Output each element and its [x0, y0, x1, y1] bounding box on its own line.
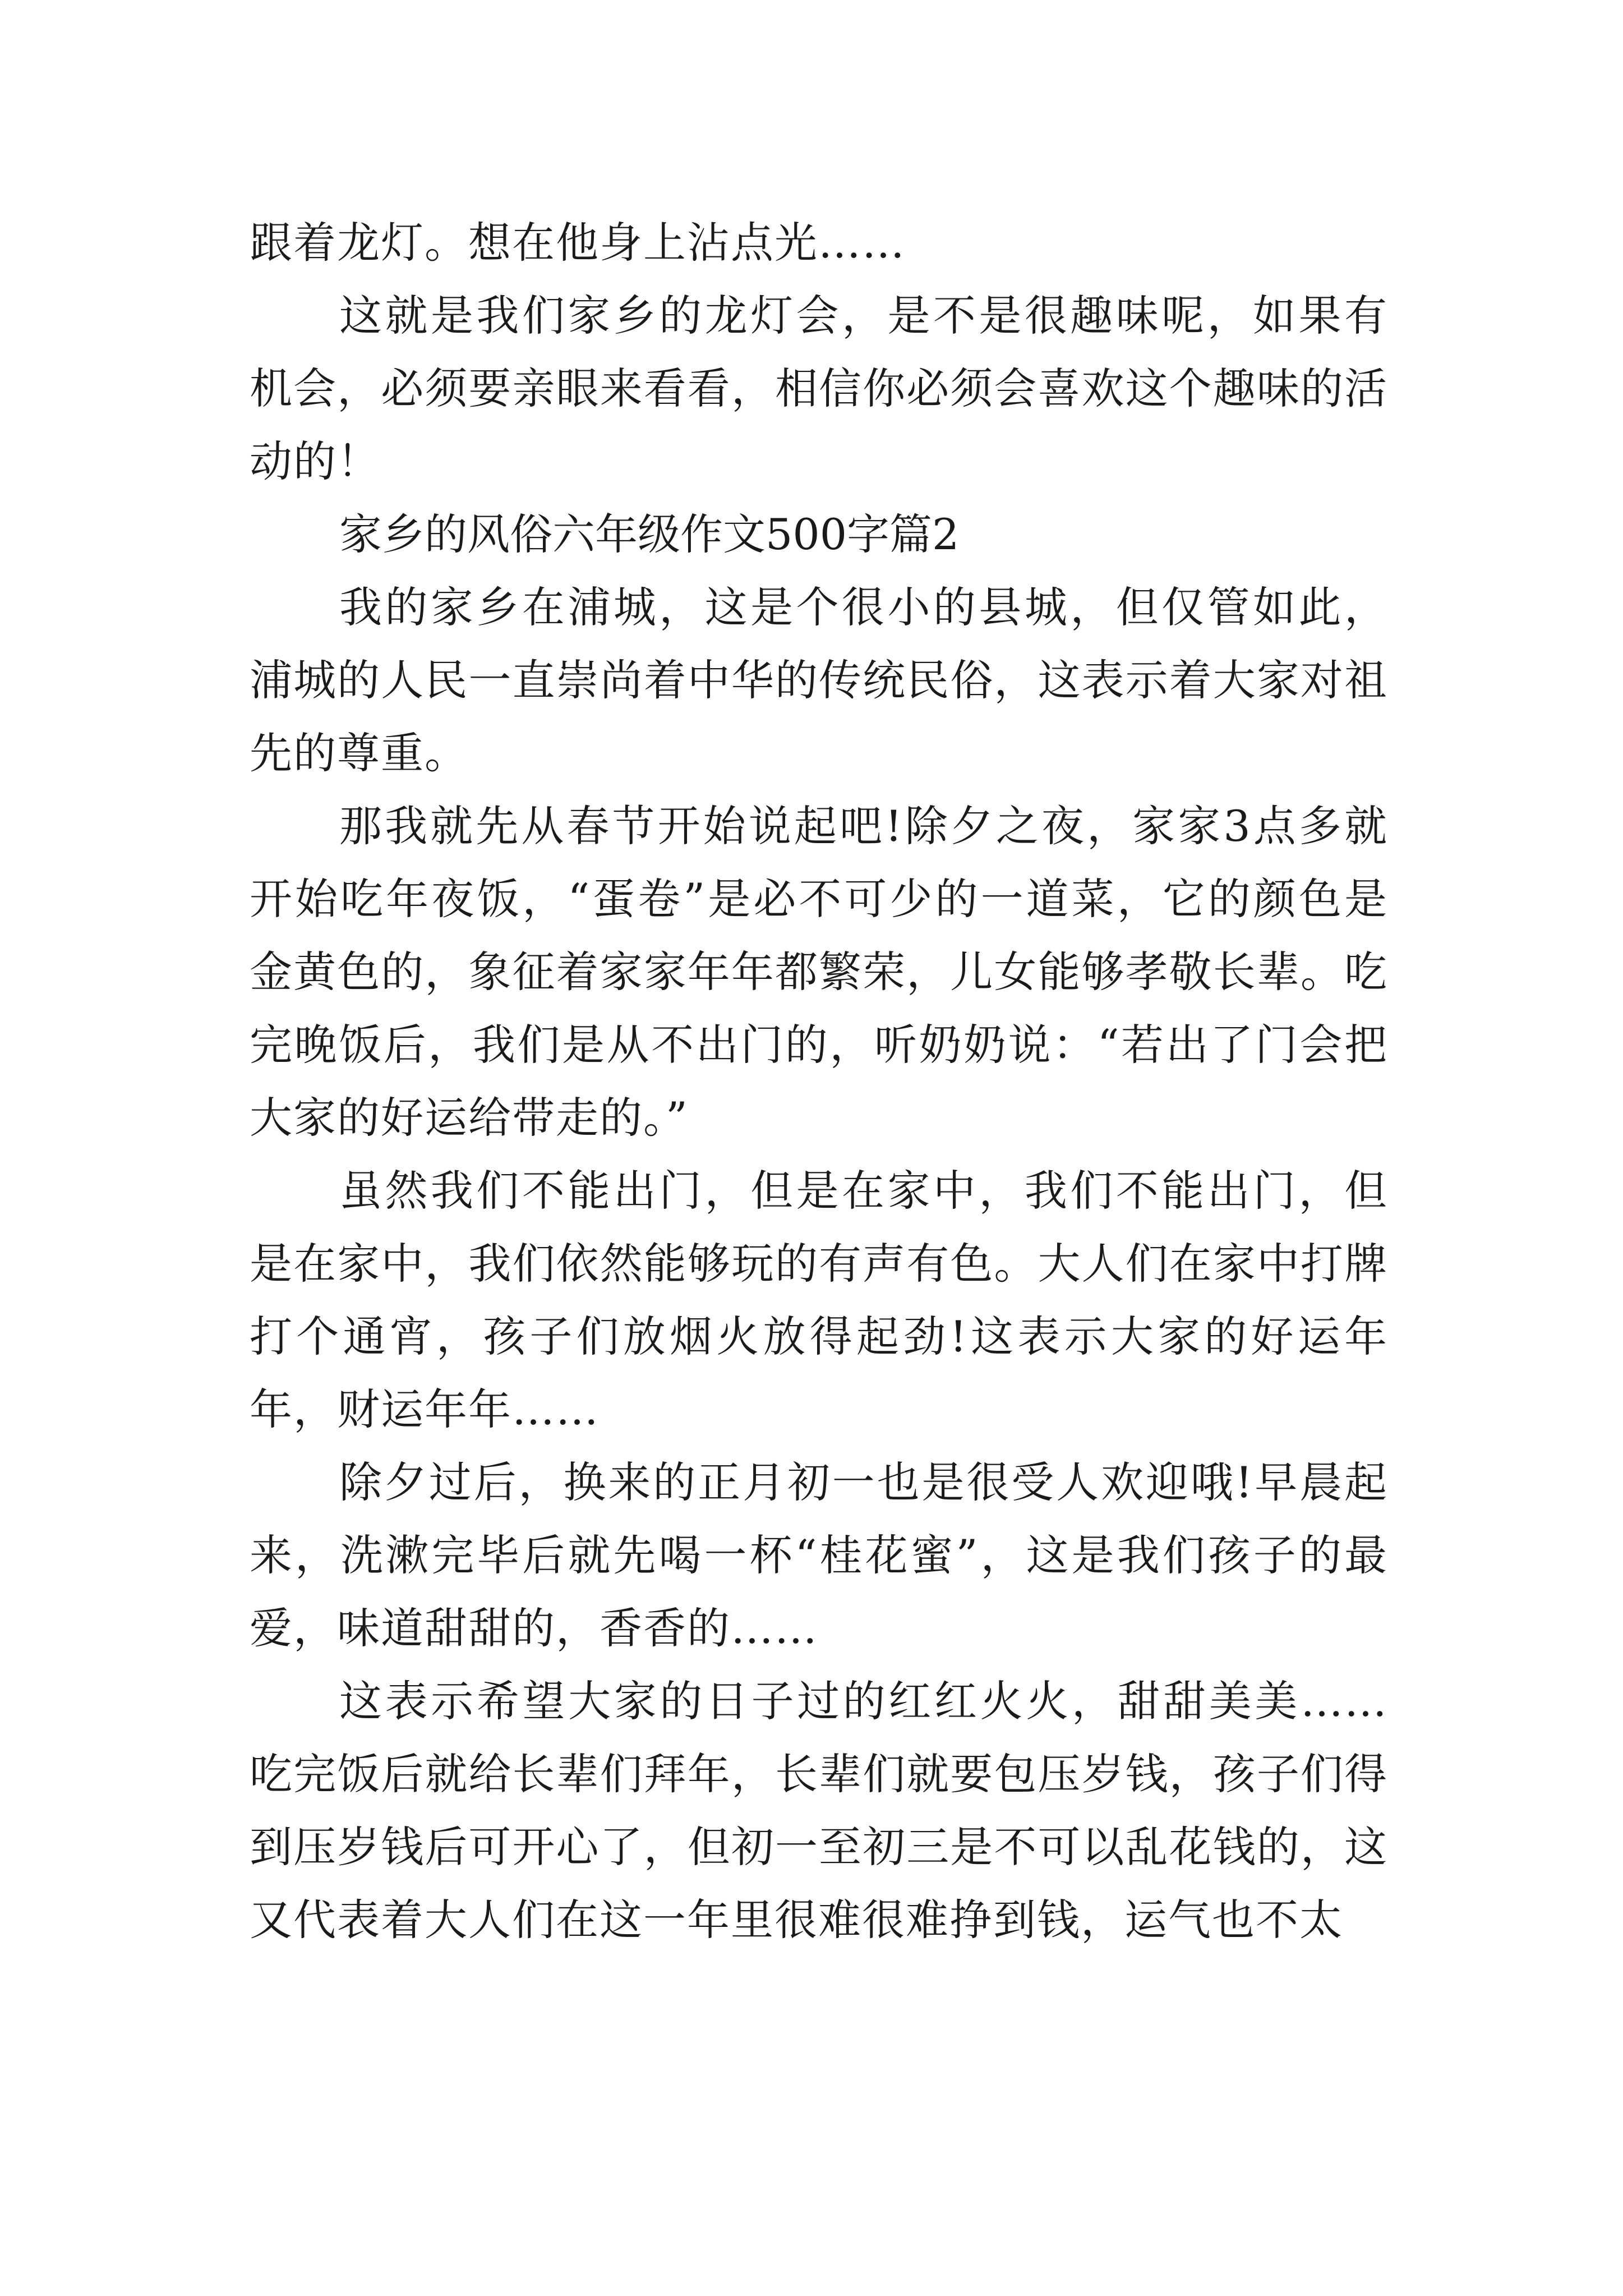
paragraph: 虽然我们不能出门，但是在家中，我们不能出门，但是在家中，我们依然能够玩的有声有色。大人们在家中打牌打个通宵，孩子们放烟火放得起劲!这表示大家的好运年年，财运年年……	[250, 1166, 1388, 1434]
paragraph: 我的家乡在浦城，这是个很小的县城，但仅管如此，浦城的人民一直崇尚着中华的传统民俗，这表示着大家对祖先的尊重。	[250, 582, 1388, 778]
paragraph: 除夕过后，换来的正月初一也是很受人欢迎哦!早晨起来，洗漱完毕后就先喝一杯“桂花蜜”，这是我们孩子的最爱，味道甜甜的，香香的……	[250, 1457, 1388, 1653]
paragraph: 这就是我们家乡的龙灯会，是不是很趣味呢，如果有机会，必须要亲眼来看看，相信你必须会喜欢这个趣味的活动的！	[250, 291, 1388, 486]
section-heading: 家乡的风俗六年级作文500字篇2	[339, 509, 960, 559]
paragraph: 那我就先从春节开始说起吧!除夕之夜，家家3点多就开始吃年夜饭，“蛋卷”是必不可少的一道菜，它的颜色是金黄色的，象征着家家年年都繁荣，儿女能够孝敬长辈。吃完晚饭后，我们是从不出门的，听奶奶说：“若出了门会把大家的好运给带走的。”	[250, 801, 1388, 1143]
document-body	[250, 206, 1388, 1957]
paragraph-continuation: 跟着龙灯。想在他身上沾点光……	[250, 218, 906, 268]
paragraph: 这表示希望大家的日子过的红红火火，甜甜美美……吃完饭后就给长辈们拜年，长辈们就要包压岁钱，孩子们得到压岁钱后可开心了，但初一至初三是不可以乱花钱的，这又代表着大人们在这一年里很难很难挣到钱，运气也不太	[250, 1676, 1388, 1945]
